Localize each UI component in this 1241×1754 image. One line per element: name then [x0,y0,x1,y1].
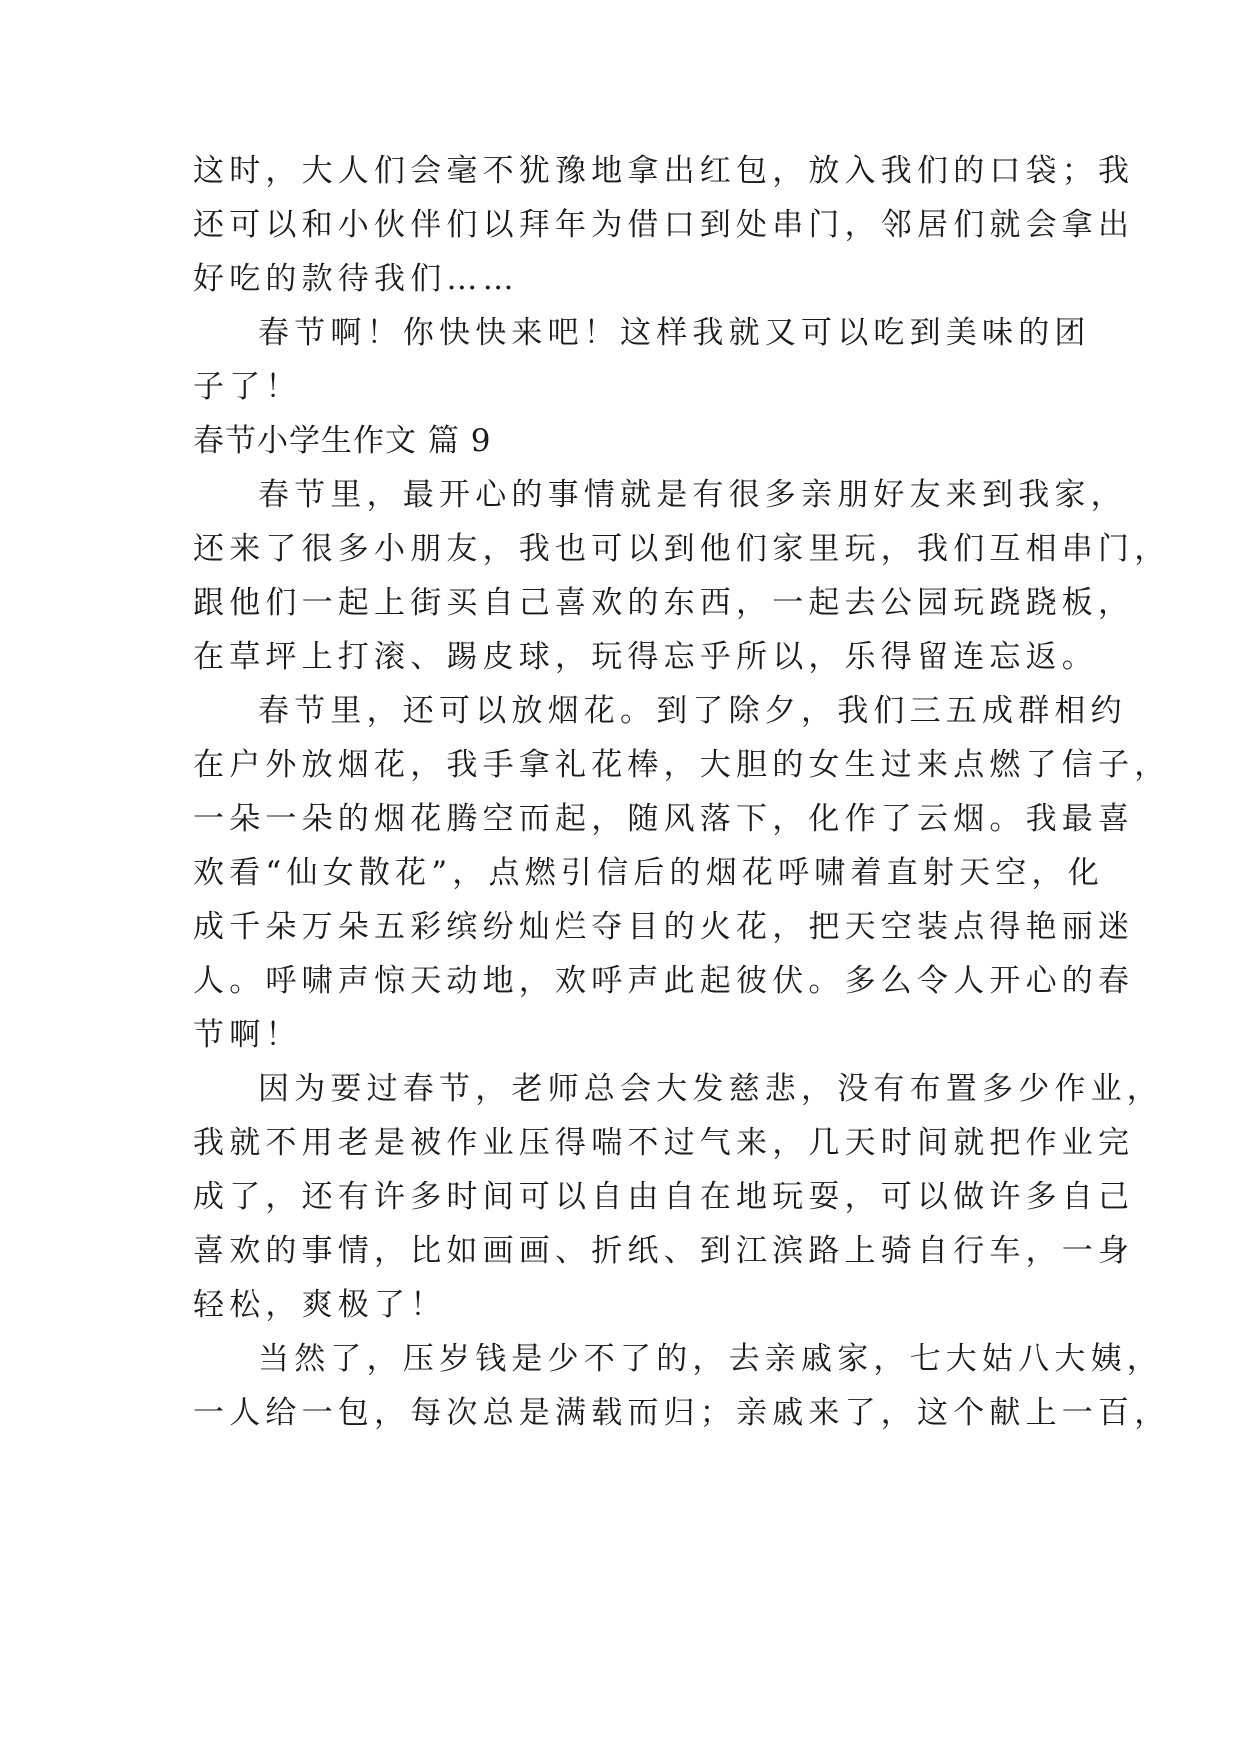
paragraph-line: 还可以和小伙伴们以拜年为借口到处串门，邻居们就会拿出 [193,207,1135,243]
paragraph-line: 跟他们一起上街买自己喜欢的东西，一起去公园玩跷跷板， [193,585,1135,621]
paragraph-line: 喜欢的事情，比如画画、折纸、到江滨路上骑自行车，一身 [193,1233,1135,1269]
paragraph-line: 子了！ [193,369,302,405]
paragraph-line: 因为要过春节，老师总会大发慈悲，没有布置多少作业， [258,1071,1163,1107]
paragraph-line: 一朵一朵的烟花腾空而起，随风落下，化作了云烟。我最喜 [193,801,1135,837]
paragraph-line: 人。呼啸声惊天动地，欢呼声此起彼伏。多么令人开心的春 [193,963,1135,999]
paragraph-line: 这时，大人们会毫不犹豫地拿出红包，放入我们的口袋；我 [193,153,1135,189]
paragraph-line: 还来了很多小朋友，我也可以到他们家里玩，我们互相串门， [193,531,1171,567]
paragraph-line: 欢看“仙女散花”，点燃引信后的烟花呼啸着直射天空，化 [193,855,1104,891]
paragraph-line: 一人给一包，每次总是满载而归；亲戚来了，这个献上一百， [193,1395,1171,1431]
paragraph-line: 当然了，压岁钱是少不了的，去亲戚家，七大姑八大姨， [258,1341,1163,1377]
paragraph-line: 成了，还有许多时间可以自由自在地玩耍，可以做许多自己 [193,1179,1135,1215]
section-heading: 春节小学生作文 篇 9 [193,423,492,459]
paragraph-line: 节啊！ [193,1017,302,1053]
paragraph-line: 在草坪上打滚、踢皮球，玩得忘乎所以，乐得留连忘返。 [193,639,1098,675]
paragraph-line: 春节里，还可以放烟花。到了除夕，我们三五成群相约 [258,693,1127,729]
paragraph-line: 春节里，最开心的事情就是有很多亲朋好友来到我家， [258,477,1127,513]
paragraph-line: 轻松，爽极了！ [193,1287,447,1323]
paragraph-line: 好吃的款待我们…… [193,261,519,297]
paragraph-line: 我就不用老是被作业压得喘不过气来，几天时间就把作业完 [193,1125,1135,1161]
paragraph-line: 成千朵万朵五彩缤纷灿烂夺目的火花，把天空装点得艳丽迷 [193,909,1135,945]
paragraph-line: 春节啊！你快快来吧！这样我就又可以吃到美味的团 [258,315,1091,351]
paragraph-line: 在户外放烟花，我手拿礼花棒，大胆的女生过来点燃了信子， [193,747,1171,783]
